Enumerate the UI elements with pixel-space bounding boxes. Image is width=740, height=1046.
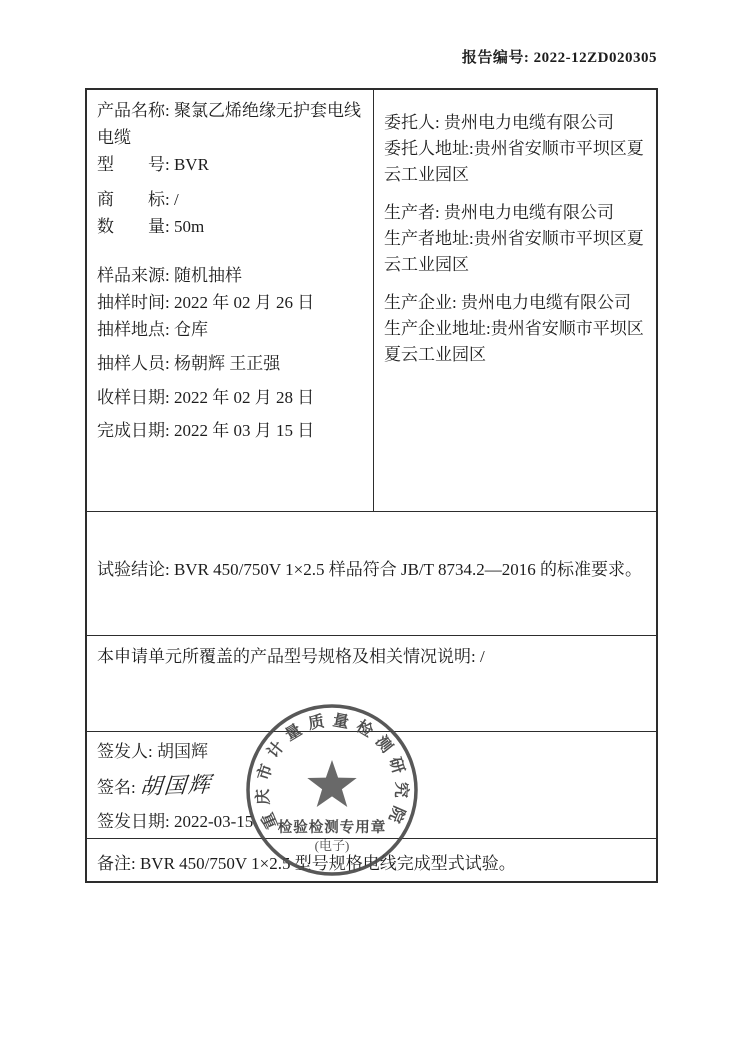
sample-and-party-row: [87, 90, 656, 511]
stamp-title-text: 检验检测专用章: [277, 820, 387, 836]
field-receive-date: 收样日期: 2022 年 02 月 28 日: [97, 388, 315, 407]
handwritten-signature: 胡国辉: [138, 771, 213, 800]
report-table: [85, 88, 658, 883]
issuer-line: 签发人: 胡国辉: [97, 742, 208, 761]
signature-row: [87, 731, 656, 838]
field-sampling-place: 抽样地点: 仓库: [97, 320, 208, 339]
field-producer-address: 生产者地址:贵州省安顺市平坝区夏云工业园区: [384, 229, 644, 274]
field-model: 型 号: BVR: [97, 155, 209, 174]
field-sampling-time: 抽样时间: 2022 年 02 月 26 日: [97, 293, 315, 312]
sample-info-cell: [87, 90, 374, 511]
field-manufacturer-address: 生产企业地址:贵州省安顺市平坝区夏云工业园区: [384, 319, 644, 364]
field-product-name: 产品名称: 聚氯乙烯绝缘无护套电线电缆: [97, 101, 361, 147]
field-complete-date: 完成日期: 2022 年 03 月 15 日: [97, 421, 315, 440]
field-manufacturer: 生产企业: 贵州电力电缆有限公司: [384, 293, 631, 312]
conclusion-text: 试验结论: BVR 450/750V 1×2.5 样品符合 JB/T 8734.2—2016 的标准要求。: [97, 560, 642, 579]
stamp-ring-text: 重庆市计量质量检测研究院: [254, 712, 410, 832]
sign-label: 签名:: [97, 778, 136, 797]
field-quantity: 数 量: 50m: [97, 217, 205, 236]
field-trademark: 商 标: /: [97, 190, 179, 209]
report-number: 报告编号: 2022-12ZD020305: [461, 50, 657, 66]
issue-date-line: 签发日期: 2022-03-15: [97, 812, 254, 831]
field-producer: 生产者: 贵州电力电缆有限公司: [384, 203, 614, 222]
field-client: 委托人: 贵州电力电缆有限公司: [384, 113, 614, 132]
field-client-address: 委托人地址:贵州省安顺市平坝区夏云工业园区: [384, 139, 644, 184]
stamp-subtitle-text: (电子): [314, 838, 350, 853]
party-info-cell: [374, 90, 656, 511]
note-row: [87, 838, 656, 883]
field-sampling-staff: 抽样人员: 杨朝辉 王正强: [97, 354, 281, 373]
field-sample-source: 样品来源: 随机抽样: [97, 266, 242, 285]
coverage-row: [87, 635, 656, 731]
note-text: 备注: BVR 450/750V 1×2.5 型号规格电线完成型式试验。: [97, 854, 516, 873]
sign-line: [97, 771, 644, 803]
coverage-text: 本申请单元所覆盖的产品型号规格及相关情况说明: /: [97, 647, 485, 666]
conclusion-row: [87, 511, 656, 635]
